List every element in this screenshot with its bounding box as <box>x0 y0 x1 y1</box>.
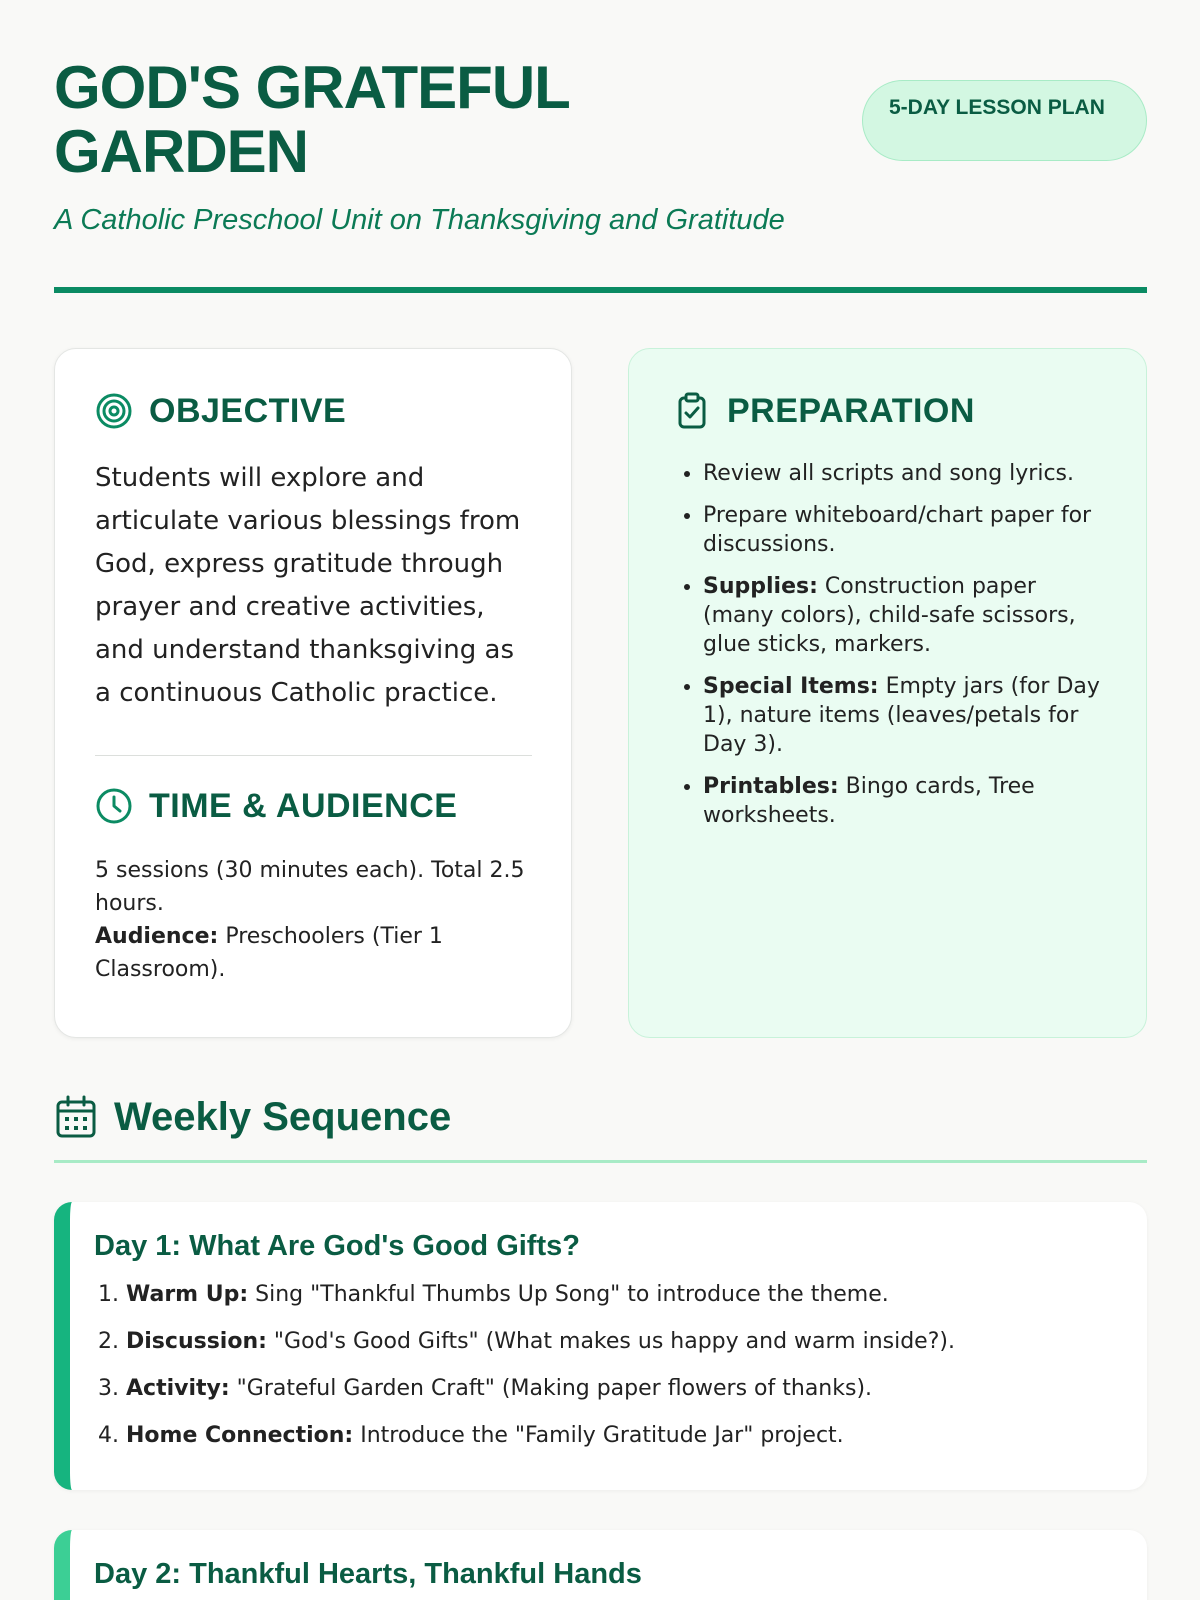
header <box>54 0 1147 292</box>
weekly-sequence-section <box>54 1092 1147 1163</box>
weekly-sequence-title: Weekly Sequence <box>114 1094 452 1139</box>
objective-card <box>54 348 572 1038</box>
preparation-title: PREPARATION <box>727 391 975 430</box>
step-label: Activity: <box>126 1376 230 1401</box>
page-subtitle: A Catholic Preschool Unit on Thanksgiving and Gratitude <box>54 204 785 236</box>
prep-item-label: Special Items: <box>703 674 879 699</box>
info-cards <box>54 348 1147 1038</box>
audience-label: Audience: <box>95 924 219 949</box>
step-text: "Grateful Garden Craft" (Making paper flowers of thanks). <box>229 1376 873 1401</box>
day-step <box>126 1328 1123 1356</box>
time-audience-title: TIME & AUDIENCE <box>149 786 458 825</box>
day-step <box>126 1281 1123 1309</box>
header-divider <box>54 287 1147 293</box>
weekly-divider <box>54 1160 1147 1163</box>
step-text: Introduce the "Family Gratitude Jar" project. <box>353 1423 844 1448</box>
time-audience-header <box>95 784 531 828</box>
step-label: Home Connection: <box>126 1423 354 1448</box>
day-title: Day 1: What Are God's Good Gifts? <box>94 1230 580 1262</box>
objective-text: Students will explore and articulate various blessings from God, express gratitude through prayer and creative activities, and understand thanksgiving as a continuous Catholic practice. <box>95 463 521 708</box>
prep-item <box>703 772 1102 830</box>
weekly-sequence-header <box>54 1092 1147 1142</box>
clock-icon <box>95 787 133 825</box>
objective-header <box>95 389 531 433</box>
prep-item-label: Printables: <box>703 774 839 799</box>
prep-item-text: Empty jars (for Day 1), nature items (leaves/petals for Day 3). <box>703 674 1100 757</box>
audience-line <box>95 920 531 986</box>
day-steps-list <box>94 1281 1123 1450</box>
preparation-card <box>628 348 1147 1038</box>
prep-item <box>703 672 1102 759</box>
preparation-header <box>673 389 1102 433</box>
step-label: Discussion: <box>126 1329 267 1354</box>
day-card-2 <box>54 1530 1147 1600</box>
step-text: Sing "Thankful Thumbs Up Song" to introduce the theme. <box>248 1282 889 1307</box>
calendar-icon <box>54 1095 98 1139</box>
clipboard-check-icon <box>673 392 711 430</box>
preparation-list <box>673 459 1102 830</box>
prep-item-text: Prepare whiteboard/chart paper for discussions. <box>703 503 1092 557</box>
time-audience-text <box>95 854 531 986</box>
page-title: GOD'S GRATEFUL GARDEN <box>54 54 569 185</box>
prep-item <box>703 501 1102 559</box>
day-step <box>126 1375 1123 1403</box>
prep-item-text: Construction paper (many colors), child-safe scissors, glue sticks, markers. <box>703 574 1076 657</box>
prep-item-text: Bingo cards, Tree worksheets. <box>703 774 1035 828</box>
prep-item <box>703 572 1102 659</box>
target-icon <box>95 392 133 430</box>
day-step <box>126 1422 1123 1450</box>
step-text: "God's Good Gifts" (What makes us happy and warm inside?). <box>266 1329 955 1354</box>
lesson-plan-page <box>54 0 1147 1590</box>
objective-title: OBJECTIVE <box>149 391 347 430</box>
prep-item-text: Review all scripts and song lyrics. <box>703 461 1074 486</box>
prep-item <box>703 459 1102 488</box>
day-card-1 <box>54 1202 1147 1490</box>
lesson-plan-badge: 5-DAY LESSON PLAN <box>862 80 1147 161</box>
audience-value: Preschoolers (Tier 1 Classroom). <box>95 924 443 982</box>
sessions-text: 5 sessions (30 minutes each). Total 2.5 hours. <box>95 858 525 916</box>
day-title: Day 2: Thankful Hearts, Thankful Hands <box>94 1558 642 1590</box>
card-divider <box>95 755 532 756</box>
step-label: Warm Up: <box>126 1282 249 1307</box>
prep-item-label: Supplies: <box>703 574 818 599</box>
